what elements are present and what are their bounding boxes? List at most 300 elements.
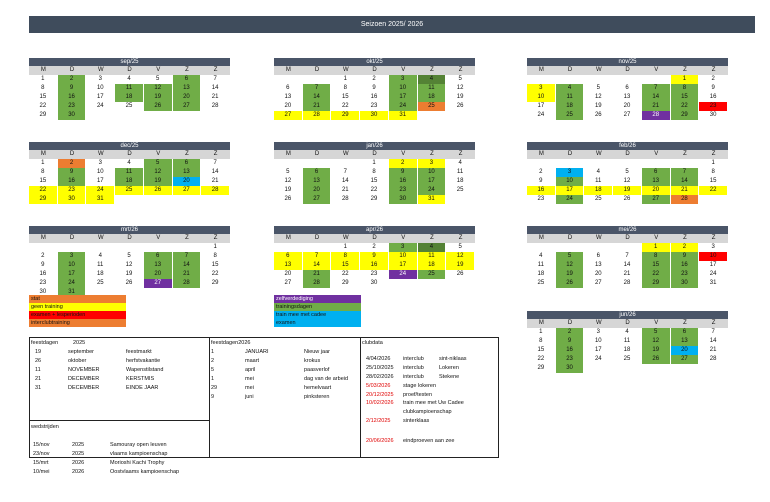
day-cell: 6 <box>613 84 642 93</box>
weekday-label: D <box>625 320 630 326</box>
weekday-label: M <box>285 67 291 73</box>
weekday-label: V <box>156 67 161 73</box>
day-cell: 30 <box>58 111 87 120</box>
wedstrijd-row-col0: 10/mei <box>33 469 50 475</box>
legend-left-item: interclubtraining <box>29 319 126 327</box>
day-cell <box>173 243 202 252</box>
day-cell: 11 <box>556 93 585 102</box>
weekday-label: D <box>314 151 320 157</box>
day-cell: 17 <box>527 102 556 111</box>
clubdata-event: interclub <box>403 365 424 371</box>
weekday-label: Z <box>185 67 189 73</box>
day-cell <box>201 195 230 204</box>
feestdag-2026-row-col0: 5 <box>211 367 215 373</box>
day-cell: 25 <box>584 195 613 204</box>
day-cell: 14 <box>201 168 230 177</box>
day-cell: 15 <box>331 261 360 270</box>
day-cell: 25 <box>446 186 475 195</box>
feestdag-2026-row-col2: dag van de arbeid <box>304 376 349 382</box>
day-cell: 19 <box>556 270 585 279</box>
weekday-label: D <box>567 67 573 73</box>
weekday-label: V <box>401 151 406 157</box>
day-cell: 12 <box>115 261 144 270</box>
day-cell: 4 <box>613 328 642 337</box>
day-cell: 22 <box>699 186 728 195</box>
day-cell: 23 <box>58 186 87 195</box>
day-cell: 25 <box>418 270 447 279</box>
clubdata-date: 10/02/2026 <box>366 400 394 406</box>
day-cell: 14 <box>173 261 202 270</box>
day-cell: 26 <box>144 102 173 111</box>
day-cell: 20 <box>173 93 202 102</box>
day-cell: 19 <box>446 93 475 102</box>
month-header: mrt/26 <box>29 226 230 234</box>
day-cell: 26 <box>115 279 144 288</box>
day-cell: 14 <box>303 261 332 270</box>
day-cell: 23 <box>29 279 58 288</box>
day-cell: 8 <box>29 84 58 93</box>
clubdata-date: 2/12/2025 <box>366 418 391 424</box>
day-cell <box>303 75 332 84</box>
day-cell: 29 <box>331 279 360 288</box>
day-cell <box>613 75 642 84</box>
weekday-label: Z <box>683 67 687 73</box>
feestdagen-2025-title: feestdagen <box>31 340 59 346</box>
weekday-label: M <box>538 320 544 326</box>
day-cell: 6 <box>274 84 303 93</box>
clubdata-event: eindproeven aan zee <box>403 438 455 444</box>
day-cell: 19 <box>584 102 613 111</box>
day-cell: 2 <box>360 243 389 252</box>
day-cell: 5 <box>446 75 475 84</box>
weekday-label: D <box>567 151 573 157</box>
day-cell: 2 <box>556 328 585 337</box>
day-cell: 17 <box>86 177 115 186</box>
day-cell: 13 <box>642 177 671 186</box>
legend-right-item: zelfverdediging <box>274 295 361 303</box>
day-cell <box>115 195 144 204</box>
day-cell: 16 <box>360 261 389 270</box>
weekday-label: Z <box>458 67 463 73</box>
day-cell: 9 <box>556 337 585 346</box>
day-cell: 1 <box>360 159 389 168</box>
day-cell: 7 <box>201 75 230 84</box>
day-cell <box>201 288 230 297</box>
day-cell: 23 <box>360 270 389 279</box>
weekday-label: Z <box>711 235 716 241</box>
weekday-label: W <box>595 235 602 241</box>
weekday-label: Z <box>458 151 463 157</box>
day-cell: 7 <box>613 252 642 261</box>
day-cell: 6 <box>274 252 303 261</box>
feestdagen-2025-year: 2025 <box>73 340 86 346</box>
clubdata-event: clubkampioenschap <box>403 409 452 415</box>
month-calendar <box>274 58 475 120</box>
day-cell: 22 <box>642 270 671 279</box>
day-cell: 26 <box>642 355 671 364</box>
weekday-label: D <box>625 151 630 157</box>
legend-right-item: trainingsdagen <box>274 303 361 311</box>
day-cell <box>331 159 360 168</box>
weekday-label: D <box>127 151 132 157</box>
day-cell: 7 <box>201 159 230 168</box>
weekday-header <box>29 234 230 243</box>
wedstrijden-title: wedstrijden <box>31 424 59 430</box>
weekday-label: V <box>654 67 659 73</box>
day-cell: 10 <box>86 168 115 177</box>
day-cell: 25 <box>613 355 642 364</box>
day-cell: 4 <box>418 243 447 252</box>
day-cell: 16 <box>556 346 585 355</box>
day-cell <box>303 159 332 168</box>
weekday-header <box>274 234 475 243</box>
day-cell: 1 <box>527 328 556 337</box>
day-cell: 12 <box>613 177 642 186</box>
day-cell: 27 <box>274 279 303 288</box>
day-cell: 19 <box>642 346 671 355</box>
clubdata-date: 5/03/2026 <box>366 383 391 389</box>
clubdata-event: interclub <box>403 374 424 380</box>
day-cell: 15 <box>527 346 556 355</box>
day-cell: 11 <box>418 84 447 93</box>
weekday-label: D <box>69 67 75 73</box>
weekday-label: Z <box>683 151 687 157</box>
day-cell: 6 <box>642 168 671 177</box>
day-cell: 24 <box>86 186 115 195</box>
feestdag-2026-row-col0: 29 <box>211 385 218 391</box>
day-cell <box>173 111 202 120</box>
day-cell: 20 <box>584 270 613 279</box>
weekday-label: M <box>40 235 46 241</box>
day-cell: 22 <box>331 270 360 279</box>
weekday-label: D <box>69 151 75 157</box>
day-cell <box>584 75 613 84</box>
day-cell <box>556 75 585 84</box>
day-cell: 18 <box>556 102 585 111</box>
day-cell: 10 <box>556 177 585 186</box>
feestdag-2025-row-col2: feestmarkt <box>126 349 152 355</box>
day-cell <box>613 364 642 373</box>
feestdag-2026-row-col0: 2 <box>211 358 215 364</box>
feestdag-2025-row-col2: Wapenstilstand <box>126 367 164 373</box>
day-cell: 30 <box>29 288 58 297</box>
feestdag-2025-row-col1: oktober <box>68 358 87 364</box>
day-cell: 1 <box>29 159 58 168</box>
day-cell: 22 <box>29 186 58 195</box>
clubdata-event: proef/testen <box>403 392 433 398</box>
legend-left-item: stat <box>29 295 126 303</box>
day-cell: 28 <box>303 111 332 120</box>
day-cell: 1 <box>331 243 360 252</box>
day-cell: 29 <box>527 364 556 373</box>
day-cell: 15 <box>331 93 360 102</box>
day-cell: 1 <box>671 75 700 84</box>
day-cell: 14 <box>671 177 700 186</box>
day-cell: 19 <box>144 93 173 102</box>
feestdag-2025-row-col1: september <box>68 349 94 355</box>
day-cell: 23 <box>671 270 700 279</box>
day-cell: 27 <box>642 195 671 204</box>
day-cell: 7 <box>331 168 360 177</box>
day-cell: 2 <box>671 243 700 252</box>
month-header: feb/26 <box>527 142 728 150</box>
day-cell: 23 <box>389 186 418 195</box>
day-cell: 9 <box>527 177 556 186</box>
day-cell: 17 <box>86 93 115 102</box>
day-cell: 11 <box>613 337 642 346</box>
day-cell: 18 <box>584 186 613 195</box>
day-cell: 2 <box>699 75 728 84</box>
day-cell: 16 <box>671 261 700 270</box>
weekday-label: W <box>595 320 602 326</box>
day-cell: 17 <box>389 93 418 102</box>
day-cell <box>173 288 202 297</box>
day-cell: 29 <box>29 111 58 120</box>
day-cell: 21 <box>613 270 642 279</box>
month-header: okt/25 <box>274 58 475 66</box>
day-cell: 26 <box>144 186 173 195</box>
day-cell: 4 <box>527 252 556 261</box>
weekday-label: Z <box>711 151 716 157</box>
day-cell: 9 <box>699 84 728 93</box>
weekday-label: M <box>538 151 544 157</box>
feestdag-2025-row-col2: EINDE JAAR <box>126 385 159 391</box>
weekday-label: M <box>40 151 46 157</box>
weekday-label: M <box>285 235 291 241</box>
day-cell: 22 <box>29 102 58 111</box>
day-cell <box>446 195 475 204</box>
day-cell: 24 <box>389 102 418 111</box>
day-cell: 28 <box>201 102 230 111</box>
day-cell: 21 <box>173 270 202 279</box>
month-header: mei/26 <box>527 226 728 234</box>
day-cell: 27 <box>584 279 613 288</box>
day-cell: 28 <box>201 186 230 195</box>
feestdag-2026-row-col1: april <box>245 367 256 373</box>
feestdag-2025-row-col2: herfstvakantie <box>126 358 161 364</box>
day-cell: 19 <box>446 261 475 270</box>
day-cell: 13 <box>173 168 202 177</box>
feestdag-2025-row-col0: 31 <box>35 385 42 391</box>
day-cell <box>86 111 115 120</box>
day-cell <box>144 288 173 297</box>
day-cell: 21 <box>201 93 230 102</box>
day-cell: 10 <box>58 261 87 270</box>
day-cell: 14 <box>642 93 671 102</box>
day-cell: 5 <box>144 159 173 168</box>
wedstrijd-row-col0: 15/nov <box>33 442 50 448</box>
day-cell: 31 <box>418 195 447 204</box>
day-cell: 26 <box>446 270 475 279</box>
day-cell: 24 <box>699 270 728 279</box>
feestdag-2026-row-col1: juni <box>245 394 254 400</box>
feestdagen-2026-box <box>209 337 361 458</box>
day-cell <box>86 243 115 252</box>
day-cell <box>144 195 173 204</box>
feestdag-2026-row-col2: paasverlof <box>304 367 330 373</box>
day-cell: 24 <box>584 355 613 364</box>
wedstrijd-row-col0: 23/nov <box>33 451 50 457</box>
weekday-header <box>527 66 728 75</box>
day-cell: 4 <box>584 168 613 177</box>
day-cell: 10 <box>418 168 447 177</box>
wedstrijd-row-col2: Morioshi Kachi Trophy <box>110 460 165 466</box>
feestdag-2026-row-col2: krokus <box>304 358 321 364</box>
day-cell: 25 <box>556 111 585 120</box>
day-cell: 25 <box>115 102 144 111</box>
day-cell: 7 <box>173 252 202 261</box>
legend-left-item: geen training <box>29 303 126 311</box>
day-cell: 4 <box>418 75 447 84</box>
day-cell: 22 <box>201 270 230 279</box>
feestdag-2025-row-col1: DECEMBER <box>68 376 100 382</box>
weekday-label: V <box>156 235 161 241</box>
day-cell: 20 <box>613 102 642 111</box>
day-cell: 12 <box>642 337 671 346</box>
weekday-label: V <box>156 151 161 157</box>
day-cell: 11 <box>418 252 447 261</box>
day-cell: 19 <box>613 186 642 195</box>
wedstrijd-row-col1: 2025 <box>72 451 85 457</box>
day-cell: 1 <box>331 75 360 84</box>
day-cell: 26 <box>274 195 303 204</box>
weekday-label: D <box>314 235 320 241</box>
feestdag-2026-row-col1: mei <box>245 376 254 382</box>
weekday-label: D <box>69 235 75 241</box>
day-cell: 14 <box>201 84 230 93</box>
day-cell: 27 <box>613 111 642 120</box>
day-cell: 13 <box>613 93 642 102</box>
day-cell: 28 <box>642 111 671 120</box>
feestdag-2025-row-col0: 26 <box>35 358 42 364</box>
day-cell <box>115 243 144 252</box>
weekday-label: Z <box>458 235 463 241</box>
day-cell: 28 <box>173 279 202 288</box>
day-cell: 20 <box>274 102 303 111</box>
day-cell: 2 <box>360 75 389 84</box>
day-cell: 7 <box>671 168 700 177</box>
day-cell: 8 <box>29 168 58 177</box>
day-cell: 3 <box>556 168 585 177</box>
weekday-label: W <box>342 67 349 73</box>
day-cell: 22 <box>360 186 389 195</box>
wedstrijd-row-col1: 2025 <box>72 442 85 448</box>
day-cell: 30 <box>58 195 87 204</box>
day-cell: 27 <box>144 279 173 288</box>
clubdata-title: clubdata <box>362 340 383 346</box>
day-cell: 5 <box>115 252 144 261</box>
day-cell: 28 <box>331 195 360 204</box>
day-cell <box>642 364 671 373</box>
day-cell: 21 <box>201 177 230 186</box>
weekday-label: D <box>567 320 573 326</box>
day-cell: 8 <box>331 84 360 93</box>
day-cell <box>642 159 671 168</box>
day-cell: 24 <box>58 279 87 288</box>
day-cell: 17 <box>699 261 728 270</box>
weekday-label: D <box>372 67 377 73</box>
day-cell: 3 <box>389 243 418 252</box>
month-calendar <box>274 226 475 288</box>
day-cell: 29 <box>671 111 700 120</box>
day-cell: 25 <box>86 279 115 288</box>
day-cell: 16 <box>527 186 556 195</box>
day-cell: 17 <box>389 261 418 270</box>
day-cell: 25 <box>418 102 447 111</box>
day-cell: 6 <box>173 159 202 168</box>
day-cell <box>613 243 642 252</box>
feestdag-2025-row-col2: KERSTMIS <box>126 376 155 382</box>
day-cell: 29 <box>360 195 389 204</box>
day-cell: 20 <box>144 270 173 279</box>
weekday-header <box>29 150 230 159</box>
weekday-label: V <box>654 320 659 326</box>
day-cell <box>144 243 173 252</box>
day-cell <box>671 364 700 373</box>
weekday-label: M <box>538 67 544 73</box>
weekday-label: V <box>401 235 406 241</box>
day-cell: 22 <box>527 355 556 364</box>
day-cell <box>389 279 418 288</box>
day-cell: 23 <box>360 102 389 111</box>
day-cell: 28 <box>303 279 332 288</box>
weekday-label: Z <box>430 151 434 157</box>
day-cell: 1 <box>201 243 230 252</box>
day-cell <box>584 364 613 373</box>
weekday-label: Z <box>213 235 218 241</box>
month-calendar <box>527 58 728 120</box>
day-cell <box>556 159 585 168</box>
weekday-label: Z <box>430 235 434 241</box>
weekday-label: D <box>314 67 320 73</box>
day-cell: 28 <box>699 355 728 364</box>
weekday-label: Z <box>185 151 189 157</box>
day-cell: 3 <box>58 252 87 261</box>
day-cell <box>303 243 332 252</box>
day-cell: 3 <box>418 159 447 168</box>
day-cell: 5 <box>613 168 642 177</box>
day-cell <box>418 279 447 288</box>
day-cell: 11 <box>446 168 475 177</box>
legend-right-item: train mee met cadee <box>274 311 361 319</box>
day-cell: 3 <box>86 75 115 84</box>
day-cell: 11 <box>86 261 115 270</box>
day-cell: 29 <box>642 279 671 288</box>
day-cell: 21 <box>303 270 332 279</box>
weekday-label: Z <box>430 67 434 73</box>
legend-right-item: examen <box>274 319 361 327</box>
day-cell: 22 <box>331 102 360 111</box>
weekday-header <box>274 66 475 75</box>
weekday-label: Z <box>683 320 687 326</box>
day-cell: 26 <box>446 102 475 111</box>
day-cell: 26 <box>613 195 642 204</box>
day-cell: 8 <box>699 168 728 177</box>
day-cell: 8 <box>527 337 556 346</box>
weekday-label: D <box>625 235 630 241</box>
day-cell: 17 <box>556 186 585 195</box>
day-cell: 16 <box>58 93 87 102</box>
day-cell: 6 <box>144 252 173 261</box>
day-cell: 5 <box>274 168 303 177</box>
day-cell: 12 <box>144 168 173 177</box>
day-cell: 15 <box>360 177 389 186</box>
day-cell: 9 <box>29 261 58 270</box>
day-cell: 15 <box>29 177 58 186</box>
clubdata-event: train mee met Uw Cadee <box>403 400 464 406</box>
month-calendar <box>527 311 728 373</box>
day-cell: 14 <box>613 261 642 270</box>
